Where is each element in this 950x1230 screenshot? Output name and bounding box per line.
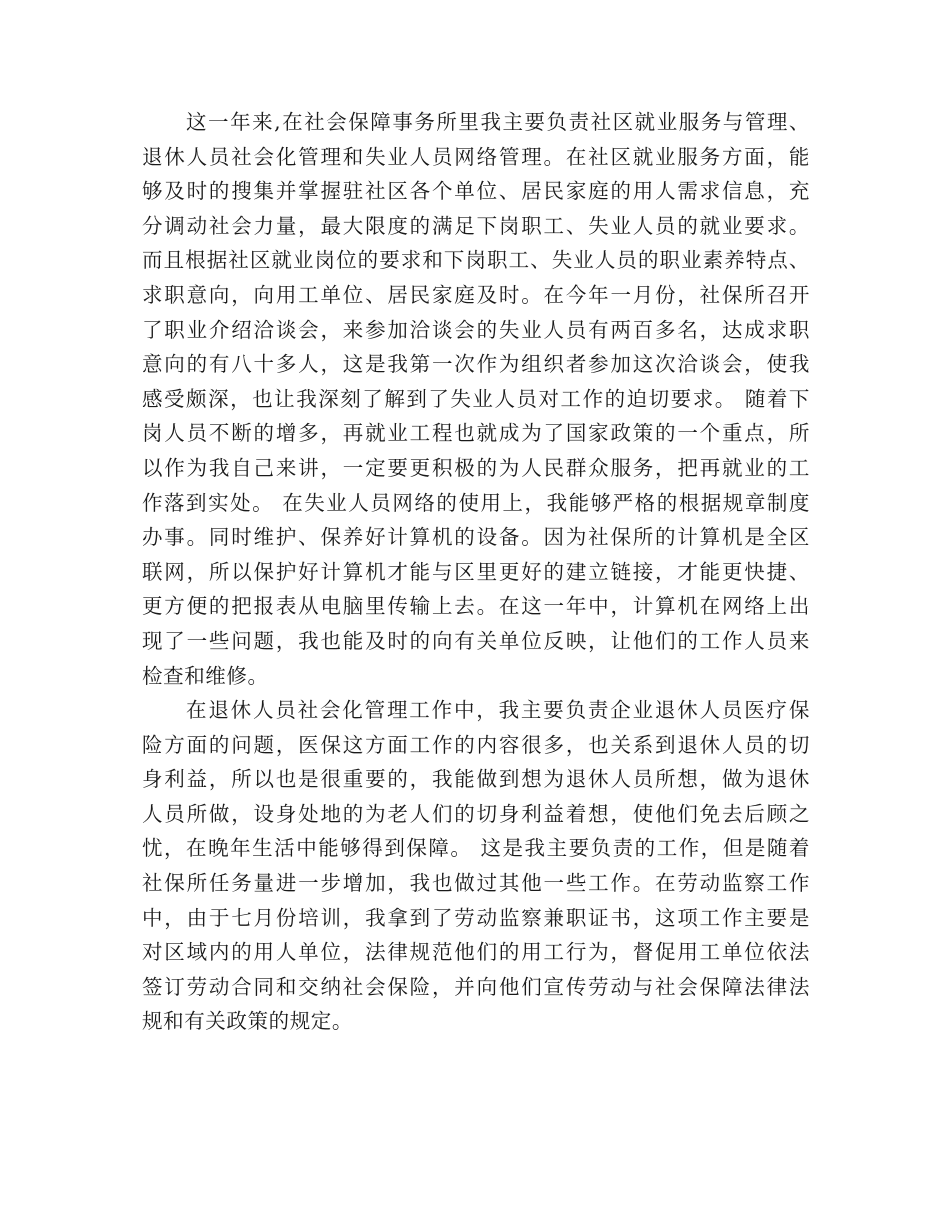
text-line: 社保所任务量进一步增加，我也做过其他一些工作。在劳动监察工作 bbox=[142, 871, 810, 896]
text-line: 而且根据社区就业岗位的要求和下岗职工、失业人员的职业素养特点、 bbox=[142, 248, 810, 273]
text-line: 办事。同时维护、保养好计算机的设备。因为社保所的计算机是全区 bbox=[142, 525, 810, 550]
text-line: 检查和维修。 bbox=[142, 663, 269, 688]
text-line: 签订劳动合同和交纳社会保险，并向他们宣传劳动与社会保障法律法 bbox=[142, 974, 810, 999]
text-line: 对区域内的用人单位，法律规范他们的用工行为，督促用工单位依法 bbox=[142, 940, 810, 965]
body-text bbox=[142, 105, 810, 1039]
text-line: 了职业介绍洽谈会，来参加洽谈会的失业人员有两百多名，达成求职 bbox=[142, 317, 810, 342]
text-line: 更方便的把报表从电脑里传输上去。在这一年中，计算机在网络上出 bbox=[142, 594, 810, 619]
text-line: 意向的有八十多人，这是我第一次作为组织者参加这次洽谈会，使我 bbox=[142, 352, 810, 377]
paragraph-2 bbox=[142, 693, 810, 1039]
text-line: 作落到实处。 在失业人员网络的使用上，我能够严格的根据规章制度 bbox=[142, 490, 810, 515]
text-line: 忧，在晚年生活中能够得到保障。 这是我主要负责的工作，但是随着 bbox=[142, 836, 810, 861]
text-line: 中，由于七月份培训，我拿到了劳动监察兼职证书，这项工作主要是 bbox=[142, 905, 810, 930]
text-line: 岗人员不断的增多，再就业工程也就成为了国家政策的一个重点，所 bbox=[142, 421, 810, 446]
text-line: 联网，所以保护好计算机才能与区里更好的建立链接，才能更快捷、 bbox=[142, 559, 810, 584]
text-line: 在退休人员社会化管理工作中，我主要负责企业退休人员医疗保 bbox=[186, 698, 810, 723]
text-line: 够及时的搜集并掌握驻社区各个单位、居民家庭的用人需求信息，充 bbox=[142, 179, 810, 204]
text-line: 身利益，所以也是很重要的，我能做到想为退休人员所想，做为退休 bbox=[142, 767, 810, 792]
text-line: 规和有关政策的规定。 bbox=[142, 1009, 353, 1034]
text-line: 求职意向，向用工单位、居民家庭及时。在今年一月份，社保所召开 bbox=[142, 282, 810, 307]
text-line: 这一年来,在社会保障事务所里我主要负责社区就业服务与管理、 bbox=[186, 110, 810, 134]
text-line: 感受颇深，也让我深刻了解到了失业人员对工作的迫切要求。 随着下 bbox=[142, 386, 810, 411]
text-line: 退休人员社会化管理和失业人员网络管理。在社区就业服务方面，能 bbox=[142, 144, 810, 169]
text-line: 人员所做，设身处地的为老人们的切身利益着想，使他们免去后顾之 bbox=[142, 801, 810, 826]
text-line: 现了一些问题，我也能及时的向有关单位反映，让他们的工作人员来 bbox=[142, 628, 810, 653]
text-line: 以作为我自己来讲，一定要更积极的为人民群众服务，把再就业的工 bbox=[142, 455, 810, 480]
text-line: 分调动社会力量，最大限度的满足下岗职工、失业人员的就业要求。 bbox=[142, 213, 810, 238]
text-line: 险方面的问题，医保这方面工作的内容很多，也关系到退休人员的切 bbox=[142, 732, 810, 757]
paragraph-1 bbox=[142, 105, 810, 693]
